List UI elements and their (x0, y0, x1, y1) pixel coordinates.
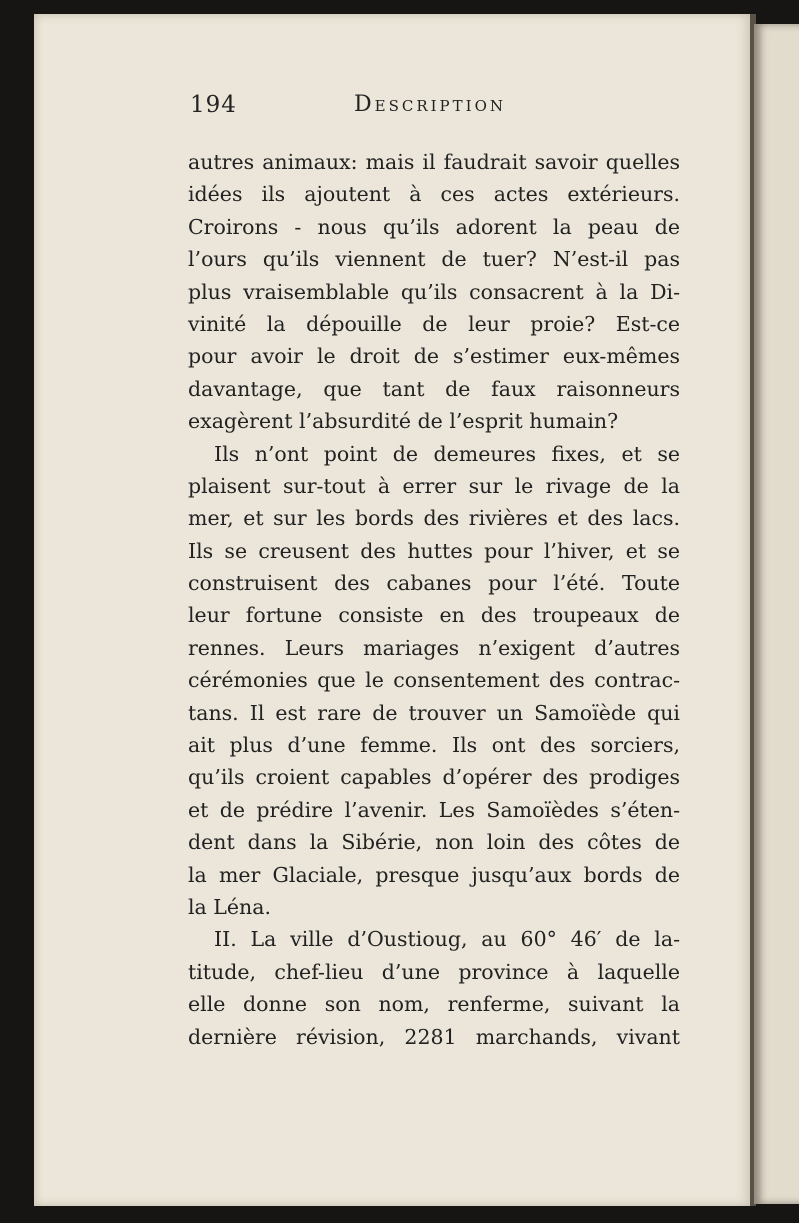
text-line: Croirons - nous qu’ils adorent la peau de (188, 214, 680, 239)
text-line: titude, chef-lieu d’une province à laquelle (188, 959, 680, 984)
text-line: rennes. Leurs mariages n’exigent d’autres (188, 635, 680, 660)
text-line: et de prédire l’avenir. Les Samoïèdes s’éten- (188, 797, 680, 822)
text-line: dernière révision, 2281 marchands, vivant (188, 1024, 680, 1049)
text-line: autres animaux: mais il faudrait savoir quelles (188, 150, 680, 174)
text-line: Ils n’ont point de demeures fixes, et se (214, 441, 680, 466)
text-line: dent dans la Sibérie, non loin des côtes de (188, 830, 680, 855)
text-line: pour avoir le droit de s’estimer eux-mêmes (188, 344, 680, 369)
text-line: cérémonies que le consentement des contrac- (188, 668, 680, 693)
text-line: plaisent sur-tout à errer sur le rivage de la (188, 473, 680, 498)
text-line: exagèrent l’absurdité de l’esprit humain? (188, 409, 619, 434)
text-line: mer, et sur les bords des rivières et des lacs. (188, 506, 680, 531)
text-line: leur fortune consiste en des troupeaux de (188, 603, 680, 628)
text-line: ait plus d’une femme. Ils ont des sorciers, (188, 733, 680, 758)
text-line: davantage, que tant de faux raisonneurs (188, 376, 680, 401)
text-line: plus vraisemblable qu’ils consacrent à la Di- (188, 279, 680, 304)
text-line: idées ils ajoutent à ces actes extérieurs. (188, 182, 680, 207)
text-line: elle donne son nom, renferme, suivant la (188, 992, 680, 1017)
text-line: l’ours qu’ils viennent de tuer? N’est-il pas (188, 247, 680, 272)
running-head: Description (354, 92, 507, 117)
text-line: Ils se creusent des huttes pour l’hiver, et se (188, 538, 680, 563)
text-line: qu’ils croient capables d’opérer des prodiges (188, 765, 680, 790)
page-header (190, 88, 680, 128)
text-line: construisent des cabanes pour l’été. Toute (188, 571, 680, 596)
body-text (188, 146, 680, 1053)
text-line: la mer Glaciale, presque jusqu’aux bords de (188, 862, 680, 887)
text-line: tans. Il est rare de trouver un Samoïède qui (188, 700, 680, 725)
text-line: la Léna. (188, 894, 271, 919)
text-line: II. La ville d’Oustioug, au 60° 46′ de la- (214, 927, 680, 952)
adjacent-page-edge (754, 24, 799, 1204)
text-line: vinité la dépouille de leur proie? Est-ce (188, 311, 680, 336)
page-number: 194 (190, 92, 237, 118)
